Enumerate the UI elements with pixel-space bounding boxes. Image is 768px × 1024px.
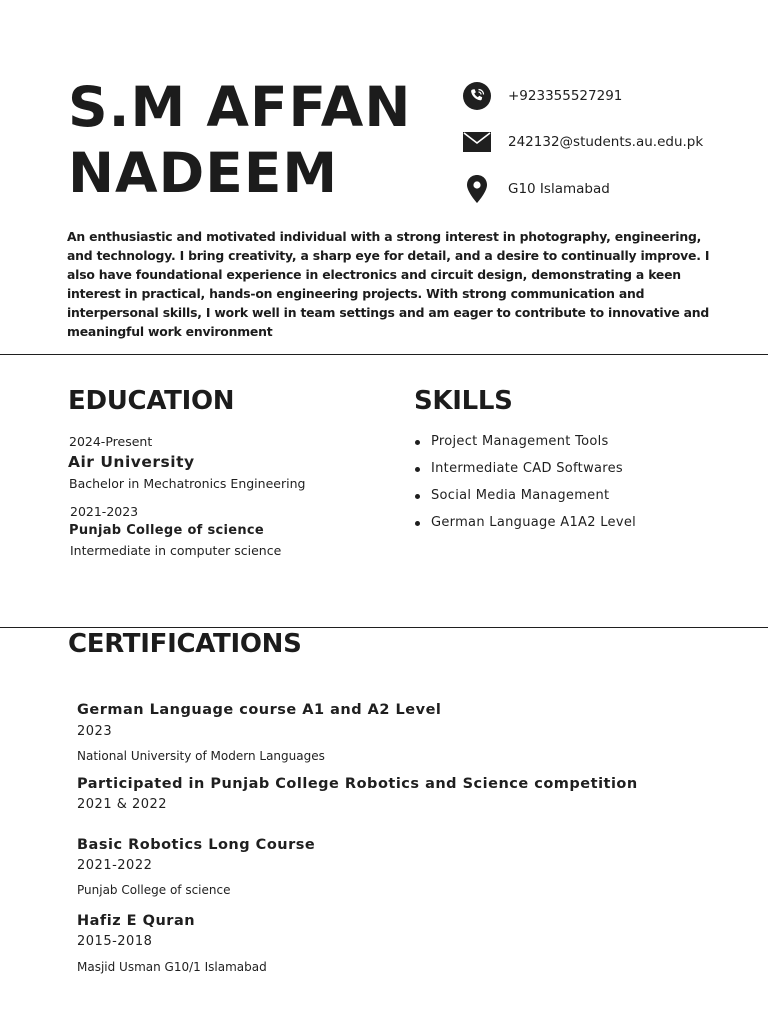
- certification-year: 2015-2018: [77, 934, 153, 949]
- contact-phone: [462, 81, 623, 111]
- education-institution: Air University: [68, 453, 195, 471]
- certification-year: 2021 & 2022: [77, 797, 168, 812]
- phone-icon: [462, 81, 492, 111]
- section-divider: [0, 354, 768, 355]
- certification-issuer: Punjab College of science: [77, 883, 231, 897]
- education-period: 2021-2023: [70, 504, 139, 519]
- education-program: Intermediate in computer science: [70, 543, 282, 558]
- location-text: G10 Islamabad: [508, 181, 610, 197]
- contact-location: [462, 174, 610, 204]
- location-pin-icon: [462, 174, 492, 204]
- certifications-heading: CERTIFICATIONS: [68, 629, 302, 659]
- contact-email: [462, 127, 704, 157]
- education-program: Bachelor in Mechatronics Engineering: [69, 476, 306, 491]
- email-address: 242132@students.au.edu.pk: [508, 134, 704, 150]
- mail-icon: [462, 127, 492, 157]
- skill-item: Social Media Management: [414, 486, 636, 513]
- resume-name: [68, 74, 411, 206]
- skill-item: Intermediate CAD Softwares: [414, 459, 636, 486]
- certification-title: Participated in Punjab College Robotics and Science competition: [77, 776, 638, 792]
- skills-heading: SKILLS: [414, 386, 513, 416]
- certification-issuer: National University of Modern Languages: [77, 749, 325, 763]
- education-heading: EDUCATION: [68, 386, 235, 416]
- name-line-1: S.M AFFAN: [68, 75, 412, 139]
- certification-title: Basic Robotics Long Course: [77, 837, 316, 853]
- certification-year: 2023: [77, 724, 113, 739]
- skills-list: [414, 432, 636, 540]
- skill-item: German Language A1A2 Level: [414, 513, 636, 540]
- skill-item: Project Management Tools: [414, 432, 636, 459]
- education-period: 2024-Present: [69, 434, 153, 449]
- certification-issuer: Masjid Usman G10/1 Islamabad: [77, 960, 267, 974]
- certification-title: German Language course A1 and A2 Level: [77, 702, 442, 718]
- education-institution: Punjab College of science: [69, 523, 265, 538]
- section-divider: [0, 627, 768, 628]
- certification-title: Hafiz E Quran: [77, 913, 196, 929]
- phone-number: +923355527291: [508, 88, 623, 104]
- profile-summary: An enthusiastic and motivated individual with a strong interest in photography, engineering, and technology. I bring creativity, a sharp eye for detail, and a desire to continually improve. I also have foundational experience in electronics and circuit design, demonstrating a keen interest in practical, hands-on engineering projects. With strong communication and interpersonal skills, I work well in team settings and am eager to contribute to innovative and meaningful work environment: [67, 229, 710, 339]
- name-line-2: NADEEM: [68, 141, 339, 205]
- certification-year: 2021-2022: [77, 858, 153, 873]
